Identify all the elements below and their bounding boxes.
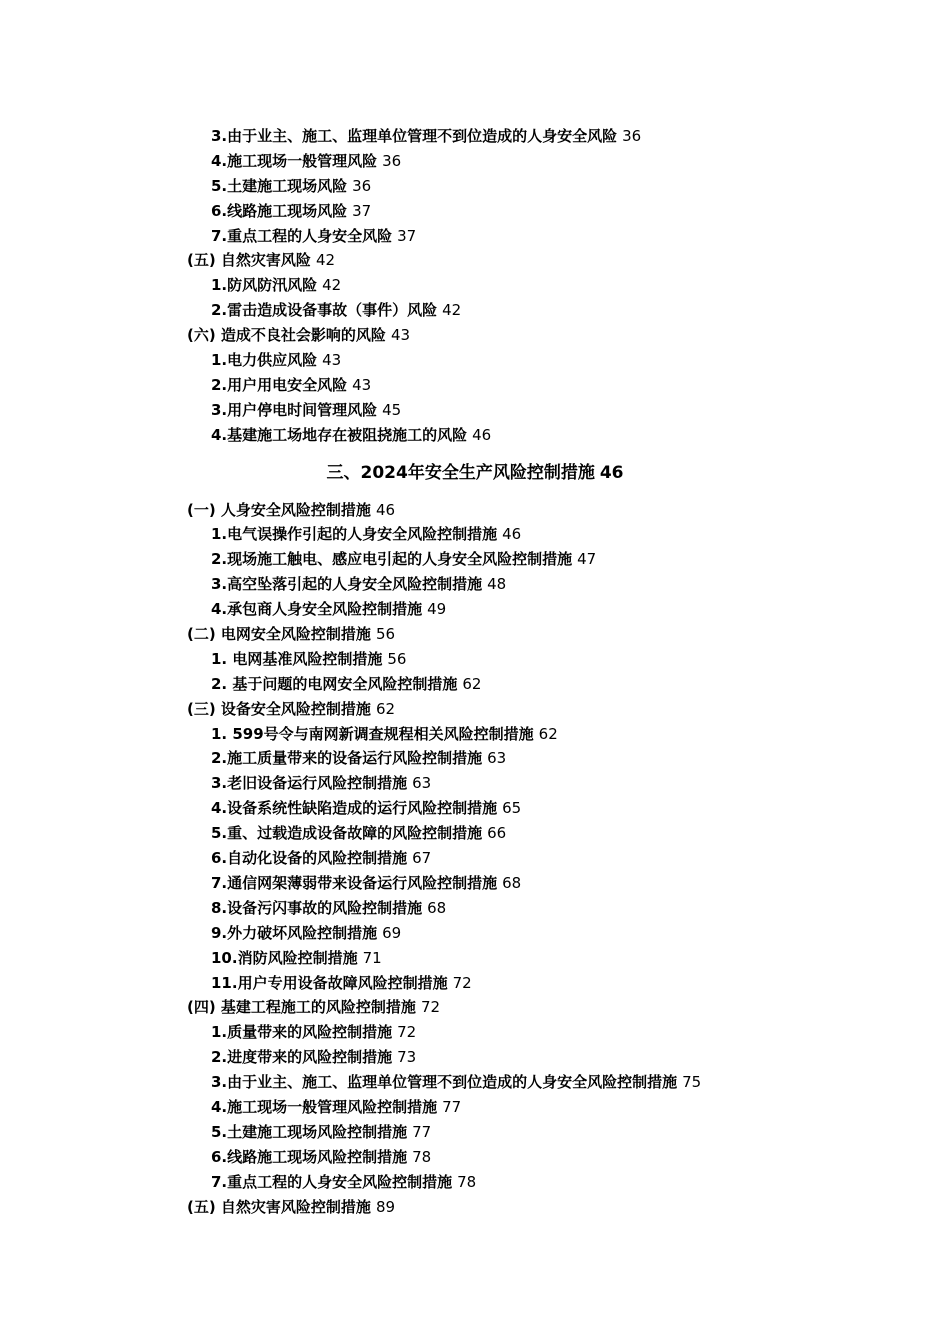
toc-entry-page: 36 — [352, 176, 372, 195]
toc-entry-page: 62 — [462, 674, 482, 693]
toc-entry[interactable] — [0, 1095, 950, 1120]
toc-entry[interactable] — [0, 273, 950, 298]
toc-entry[interactable] — [0, 622, 950, 647]
toc-entry-title: 2. 基于问题的电网安全风险控制措施 — [211, 674, 458, 693]
toc-entry[interactable] — [0, 647, 950, 672]
toc-entry-title: 4.施工现场一般管理风险控制措施 — [211, 1097, 438, 1116]
toc-entry-page: 43 — [322, 351, 342, 370]
toc-entry[interactable] — [0, 1145, 950, 1170]
toc-entry-title: 7.通信网架薄弱带来设备运行风险控制措施 — [211, 873, 498, 892]
toc-entry-page: 42 — [442, 301, 462, 320]
toc-entry-page: 37 — [352, 201, 372, 220]
toc-entry-title: 4.施工现场一般管理风险 — [211, 151, 378, 170]
toc-entry[interactable] — [0, 846, 950, 871]
toc-entry-title: 3.由于业主、施工、监理单位管理不到位造成的人身安全风险控制措施 — [211, 1073, 678, 1092]
toc-entry-page: 36 — [622, 127, 642, 145]
toc-entry-title: 7.重点工程的人身安全风险控制措施 — [211, 1172, 453, 1191]
toc-entry-title: 10.消防风险控制措施 — [211, 948, 358, 967]
toc-entry-page: 69 — [382, 923, 402, 942]
toc-entry[interactable] — [0, 348, 950, 373]
toc-entry-title: (五) 自然灾害风险控制措施 — [187, 1197, 371, 1216]
toc-entry-page: 68 — [427, 898, 447, 917]
toc-entry-title: (四) 基建工程施工的风险控制措施 — [187, 998, 416, 1017]
toc-entry[interactable] — [0, 1070, 950, 1095]
toc-entry-title: 1.防风防汛风险 — [211, 276, 318, 295]
toc-entry-page: 77 — [442, 1097, 462, 1116]
toc-entry-page: 62 — [538, 724, 558, 743]
toc-entry[interactable] — [0, 921, 950, 946]
toc-entry[interactable] — [0, 771, 950, 796]
toc-entry-page: 65 — [502, 799, 522, 818]
toc-entry-title: (五) 自然灾害风险 — [187, 251, 311, 270]
toc-entry-page: 36 — [382, 151, 402, 170]
toc-entry-page: 63 — [412, 774, 432, 793]
toc-entry[interactable] — [0, 995, 950, 1020]
toc-entry[interactable] — [0, 821, 950, 846]
toc-entry-title: 2.进度带来的风险控制措施 — [211, 1048, 393, 1067]
toc-entry-page: 56 — [375, 625, 396, 644]
toc-list-after — [0, 498, 950, 1220]
toc-entry-page: 49 — [427, 600, 447, 619]
toc-entry-title: 1.电力供应风险 — [211, 351, 318, 370]
toc-entry-title: 3.老旧设备运行风险控制措施 — [211, 774, 408, 793]
toc-entry-page: 66 — [487, 824, 507, 843]
toc-entry[interactable] — [0, 946, 950, 971]
toc-entry[interactable] — [0, 1120, 950, 1145]
toc-entry-title: 5.土建施工现场风险控制措施 — [211, 1122, 408, 1141]
toc-entry-title: 9.外力破坏风险控制措施 — [211, 923, 378, 942]
toc-entry-page: 43 — [352, 375, 372, 394]
toc-entry-page: 68 — [502, 873, 522, 892]
toc-entry-page: 78 — [457, 1172, 477, 1191]
toc-entry-title: 2.现场施工触电、感应电引起的人身安全风险控制措施 — [211, 550, 573, 569]
toc-entry[interactable] — [0, 796, 950, 821]
toc-entry[interactable] — [0, 746, 950, 771]
toc-entry[interactable] — [0, 1170, 950, 1195]
toc-entry[interactable] — [0, 1045, 950, 1070]
toc-entry-page: 62 — [375, 699, 396, 718]
section-heading-title: 三、2024年安全生产风险控制措施 — [326, 462, 595, 483]
toc-entry-title: 1.质量带来的风险控制措施 — [211, 1023, 393, 1042]
toc-entry[interactable] — [0, 572, 950, 597]
toc-entry-title: 2.施工质量带来的设备运行风险控制措施 — [211, 749, 483, 768]
toc-entry-title: 7.重点工程的人身安全风险 — [211, 226, 393, 245]
toc-entry-title: 1.电气误操作引起的人身安全风险控制措施 — [211, 525, 498, 544]
table-of-contents — [0, 124, 950, 1219]
toc-entry-title: 3.高空坠落引起的人身安全风险控制措施 — [211, 575, 483, 594]
toc-entry-title: 4.承包商人身安全风险控制措施 — [211, 600, 423, 619]
toc-entry-title: 3.由于业主、施工、监理单位管理不到位造成的人身安全风险 — [211, 127, 618, 145]
section-heading[interactable] — [0, 448, 950, 498]
toc-entry-page: 43 — [390, 326, 411, 345]
toc-entry[interactable] — [0, 373, 950, 398]
toc-entry[interactable] — [0, 971, 950, 996]
toc-entry-page: 72 — [420, 998, 441, 1017]
toc-entry[interactable] — [0, 149, 950, 174]
toc-entry[interactable] — [0, 896, 950, 921]
toc-entry-title: 2.雷击造成设备事故（事件）风险 — [211, 301, 438, 320]
toc-entry-page: 42 — [322, 276, 342, 295]
toc-entry[interactable] — [0, 199, 950, 224]
toc-entry[interactable] — [0, 124, 950, 149]
toc-entry[interactable] — [0, 224, 950, 249]
toc-entry-page: 78 — [412, 1147, 432, 1166]
toc-entry-title: (六) 造成不良社会影响的风险 — [187, 326, 386, 345]
toc-entry-page: 73 — [397, 1048, 417, 1067]
toc-entry-title: 3.用户停电时间管理风险 — [211, 400, 378, 419]
toc-entry-title: 8.设备污闪事故的风险控制措施 — [211, 898, 423, 917]
toc-entry-title: (三) 设备安全风险控制措施 — [187, 699, 371, 718]
toc-entry-page: 72 — [452, 973, 472, 992]
toc-entry[interactable] — [0, 697, 950, 722]
toc-entry[interactable] — [0, 398, 950, 423]
toc-entry[interactable] — [0, 174, 950, 199]
toc-entry-page: 75 — [682, 1073, 702, 1092]
toc-entry[interactable] — [0, 1195, 950, 1220]
toc-entry[interactable] — [0, 1020, 950, 1045]
toc-entry[interactable] — [0, 323, 950, 348]
toc-entry-page: 47 — [577, 550, 597, 569]
toc-entry[interactable] — [0, 298, 950, 323]
toc-entry-title: (一) 人身安全风险控制措施 — [187, 500, 371, 519]
toc-entry-page: 46 — [472, 425, 492, 444]
toc-entry-title: 1. 599号令与南网新调查规程相关风险控制措施 — [211, 724, 534, 743]
toc-entry-page: 45 — [382, 400, 402, 419]
toc-entry-title: (二) 电网安全风险控制措施 — [187, 625, 371, 644]
toc-entry-page: 77 — [412, 1122, 432, 1141]
toc-entry[interactable] — [0, 522, 950, 547]
toc-entry[interactable] — [0, 423, 950, 448]
toc-entry-page: 48 — [487, 575, 507, 594]
toc-entry[interactable] — [0, 547, 950, 572]
toc-entry-title: 6.线路施工现场风险控制措施 — [211, 1147, 408, 1166]
toc-entry[interactable] — [0, 871, 950, 896]
toc-list-before — [0, 124, 950, 448]
section-heading-page: 46 — [599, 462, 624, 483]
toc-entry-page: 37 — [397, 226, 417, 245]
toc-entry-title: 4.基建施工场地存在被阻挠施工的风险 — [211, 425, 468, 444]
toc-entry[interactable] — [0, 597, 950, 622]
toc-entry-title: 6.自动化设备的风险控制措施 — [211, 849, 408, 868]
toc-entry[interactable] — [0, 722, 950, 747]
toc-entry-page: 63 — [487, 749, 507, 768]
toc-entry-title: 5.土建施工现场风险 — [211, 176, 348, 195]
toc-entry-title: 11.用户专用设备故障风险控制措施 — [211, 973, 448, 992]
toc-entry-page: 46 — [502, 525, 522, 544]
toc-entry-title: 1. 电网基准风险控制措施 — [211, 649, 383, 668]
toc-entry-page: 67 — [412, 849, 432, 868]
toc-entry-title: 4.设备系统性缺陷造成的运行风险控制措施 — [211, 799, 498, 818]
toc-entry-page: 56 — [387, 649, 407, 668]
toc-entry-title: 5.重、过载造成设备故障的风险控制措施 — [211, 824, 483, 843]
toc-entry-title: 6.线路施工现场风险 — [211, 201, 348, 220]
toc-entry-page: 89 — [375, 1197, 396, 1216]
toc-entry[interactable] — [0, 498, 950, 523]
toc-entry[interactable] — [0, 248, 950, 273]
toc-entry-page: 72 — [397, 1023, 417, 1042]
toc-entry-page: 42 — [315, 251, 336, 270]
toc-entry-title: 2.用户用电安全风险 — [211, 375, 348, 394]
toc-entry[interactable] — [0, 672, 950, 697]
toc-entry-page: 46 — [375, 500, 396, 519]
toc-entry-page: 71 — [362, 948, 382, 967]
